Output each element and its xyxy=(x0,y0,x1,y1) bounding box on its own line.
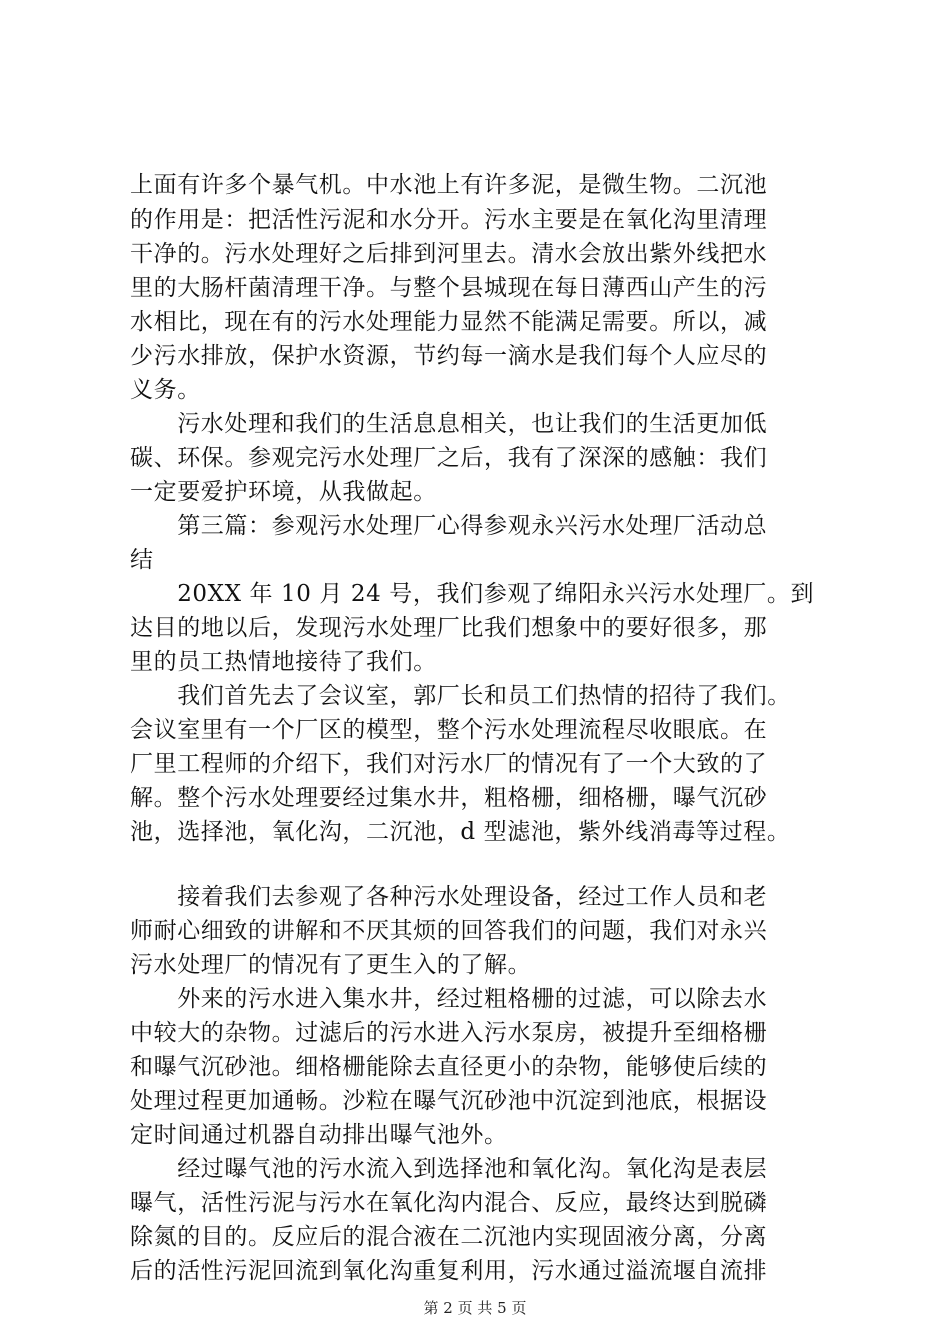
text-line: 厂里工程师的介绍下，我们对污水厂的情况有了一个大致的了 xyxy=(130,751,768,777)
text-line: 20XX 年 10 月 24 号，我们参观了绵阳永兴污水处理厂。到 xyxy=(130,581,815,607)
text-line: 污水处理和我们的生活息息相关，也让我们的生活更加低 xyxy=(130,411,768,437)
text-line: 污水处理厂的情况有了更生入的了解。 xyxy=(130,952,532,978)
page-footer: 第 2 页 共 5 页 xyxy=(423,1299,527,1317)
text-line: 义务。 xyxy=(130,377,201,403)
text-line: 第三篇：参观污水处理厂心得参观永兴污水处理厂活动总 xyxy=(130,513,768,539)
text-line: 处理过程更加通畅。沙粒在曝气沉砂池中沉淀到池底，根据设 xyxy=(130,1088,768,1114)
text-line: 中较大的杂物。过滤后的污水进入污水泵房，被提升至细格栅 xyxy=(130,1020,768,1046)
text-line: 池，选择池，氧化沟，二沉池，d 型滤池，紫外线消毒等过程。 xyxy=(130,819,791,845)
text-line: 里的员工热情地接待了我们。 xyxy=(130,649,437,675)
text-line: 后的活性污泥回流到氧化沟重复利用，污水通过溢流堰自流排 xyxy=(130,1258,768,1284)
text-line: 除氮的目的。反应后的混合液在二沉池内实现固液分离，分离 xyxy=(130,1224,768,1250)
text-line: 定时间通过机器自动排出曝气池外。 xyxy=(130,1122,508,1148)
text-line: 少污水排放，保护水资源，节约每一滴水是我们每个人应尽的 xyxy=(130,343,768,369)
text-line: 师耐心细致的讲解和不厌其烦的回答我们的问题，我们对永兴 xyxy=(130,918,768,944)
text-line: 会议室里有一个厂区的模型，整个污水处理流程尽收眼底。在 xyxy=(130,717,768,743)
text-line: 的作用是：把活性污泥和水分开。污水主要是在氧化沟里清理 xyxy=(130,207,768,233)
text-line: 达目的地以后，发现污水处理厂比我们想象中的要好很多，那 xyxy=(130,615,768,641)
text-line: 水相比，现在有的污水处理能力显然不能满足需要。所以，减 xyxy=(130,309,768,335)
text-line: 上面有许多个暴气机。中水池上有许多泥，是微生物。二沉池 xyxy=(130,172,768,198)
text-line: 经过曝气池的污水流入到选择池和氧化沟。氧化沟是表层 xyxy=(130,1156,768,1182)
text-line: 和曝气沉砂池。细格栅能除去直径更小的杂物，能够使后续的 xyxy=(130,1054,768,1080)
text-line: 碳、环保。参观完污水处理厂之后，我有了深深的感触：我们 xyxy=(130,445,768,471)
text-line: 干净的。污水处理好之后排到河里去。清水会放出紫外线把水 xyxy=(130,241,768,267)
text-line: 里的大肠杆菌清理干净。与整个县城现在每日薄西山产生的污 xyxy=(130,275,768,301)
text-line: 一定要爱护环境，从我做起。 xyxy=(130,479,437,505)
text-line: 结 xyxy=(130,547,154,573)
text-line: 曝气，活性污泥与污水在氧化沟内混合、反应，最终达到脱磷 xyxy=(130,1190,768,1216)
text-line: 外来的污水进入集水井，经过粗格栅的过滤，可以除去水 xyxy=(130,986,768,1012)
text-line: 接着我们去参观了各种污水处理设备，经过工作人员和老 xyxy=(130,884,768,910)
text-line: 解。整个污水处理要经过集水井，粗格栅，细格栅，曝气沉砂 xyxy=(130,785,768,811)
text-line: 我们首先去了会议室，郭厂长和员工们热情的招待了我们。 xyxy=(130,683,791,709)
